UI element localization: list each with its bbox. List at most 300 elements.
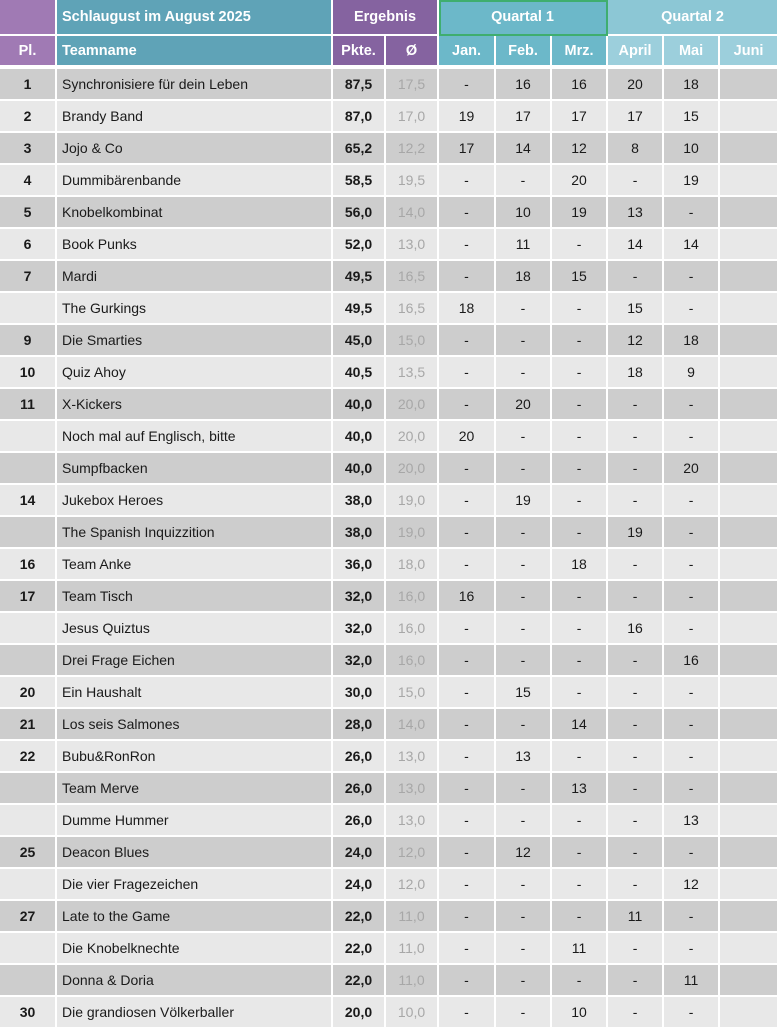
cell-rank[interactable]: 3 [0, 133, 57, 165]
cell-juni[interactable] [720, 933, 779, 965]
cell-mrz[interactable]: - [552, 645, 608, 677]
cell-feb[interactable]: - [496, 165, 552, 197]
cell-mrz[interactable]: - [552, 741, 608, 773]
cell-juni[interactable] [720, 229, 779, 261]
cell-rank[interactable] [0, 421, 57, 453]
cell-average[interactable]: 19,0 [386, 517, 439, 549]
cell-mrz[interactable]: 19 [552, 197, 608, 229]
cell-feb[interactable]: - [496, 709, 552, 741]
cell-rank[interactable]: 17 [0, 581, 57, 613]
cell-juni[interactable] [720, 69, 779, 101]
cell-jan[interactable]: - [439, 645, 496, 677]
cell-teamname[interactable]: Late to the Game [57, 901, 333, 933]
cell-rank[interactable]: 7 [0, 261, 57, 293]
cell-juni[interactable] [720, 613, 779, 645]
cell-mrz[interactable]: 15 [552, 261, 608, 293]
cell-juni[interactable] [720, 645, 779, 677]
cell-average[interactable]: 12,0 [386, 869, 439, 901]
cell-april[interactable]: 12 [608, 325, 664, 357]
cell-jan[interactable]: 17 [439, 133, 496, 165]
cell-mrz[interactable]: - [552, 677, 608, 709]
cell-jan[interactable]: - [439, 773, 496, 805]
cell-rank[interactable] [0, 293, 57, 325]
cell-mai[interactable]: 13 [664, 805, 720, 837]
cell-mai[interactable]: - [664, 901, 720, 933]
cell-feb[interactable]: 18 [496, 261, 552, 293]
cell-average[interactable]: 14,0 [386, 709, 439, 741]
cell-feb[interactable]: 10 [496, 197, 552, 229]
cell-feb[interactable]: - [496, 965, 552, 997]
cell-points[interactable]: 22,0 [333, 901, 386, 933]
cell-mrz[interactable]: - [552, 613, 608, 645]
cell-feb[interactable]: - [496, 453, 552, 485]
cell-mai[interactable]: 15 [664, 101, 720, 133]
cell-average[interactable]: 16,0 [386, 613, 439, 645]
cell-mai[interactable]: - [664, 741, 720, 773]
cell-average[interactable]: 10,0 [386, 997, 439, 1029]
cell-april[interactable]: 18 [608, 357, 664, 389]
cell-rank[interactable]: 27 [0, 901, 57, 933]
cell-points[interactable]: 26,0 [333, 805, 386, 837]
cell-teamname[interactable]: Die Smarties [57, 325, 333, 357]
cell-april[interactable]: - [608, 453, 664, 485]
cell-april[interactable]: 20 [608, 69, 664, 101]
cell-april[interactable]: 11 [608, 901, 664, 933]
cell-mai[interactable]: - [664, 197, 720, 229]
cell-juni[interactable] [720, 837, 779, 869]
cell-juni[interactable] [720, 549, 779, 581]
cell-average[interactable]: 13,0 [386, 229, 439, 261]
cell-average[interactable]: 20,0 [386, 453, 439, 485]
cell-teamname[interactable]: Ein Haushalt [57, 677, 333, 709]
cell-jan[interactable]: - [439, 485, 496, 517]
cell-teamname[interactable]: Team Merve [57, 773, 333, 805]
cell-rank[interactable] [0, 869, 57, 901]
cell-points[interactable]: 26,0 [333, 773, 386, 805]
cell-april[interactable]: - [608, 773, 664, 805]
cell-rank[interactable]: 20 [0, 677, 57, 709]
cell-rank[interactable]: 30 [0, 997, 57, 1029]
cell-feb[interactable]: - [496, 549, 552, 581]
cell-mai[interactable]: 16 [664, 645, 720, 677]
cell-teamname[interactable]: The Gurkings [57, 293, 333, 325]
col-header-avg[interactable]: Ø [386, 36, 439, 67]
cell-jan[interactable]: - [439, 837, 496, 869]
cell-jan[interactable]: - [439, 933, 496, 965]
cell-rank[interactable]: 10 [0, 357, 57, 389]
cell-mrz[interactable]: 18 [552, 549, 608, 581]
col-header-mai[interactable]: Mai [664, 36, 720, 67]
cell-mai[interactable]: - [664, 389, 720, 421]
cell-feb[interactable]: - [496, 517, 552, 549]
cell-rank[interactable]: 5 [0, 197, 57, 229]
cell-jan[interactable]: - [439, 389, 496, 421]
quartal-1-header[interactable]: Quartal 1 [439, 0, 608, 36]
cell-april[interactable]: - [608, 581, 664, 613]
cell-average[interactable]: 16,5 [386, 293, 439, 325]
cell-teamname[interactable]: Dummibärenbande [57, 165, 333, 197]
cell-feb[interactable]: 12 [496, 837, 552, 869]
cell-mrz[interactable]: - [552, 293, 608, 325]
cell-juni[interactable] [720, 805, 779, 837]
cell-mai[interactable]: - [664, 677, 720, 709]
cell-average[interactable]: 17,0 [386, 101, 439, 133]
cell-juni[interactable] [720, 197, 779, 229]
cell-april[interactable]: - [608, 709, 664, 741]
cell-jan[interactable]: - [439, 997, 496, 1029]
cell-mai[interactable]: - [664, 421, 720, 453]
cell-mai[interactable]: 20 [664, 453, 720, 485]
cell-rank[interactable] [0, 933, 57, 965]
cell-teamname[interactable]: Dumme Hummer [57, 805, 333, 837]
cell-points[interactable]: 24,0 [333, 869, 386, 901]
cell-points[interactable]: 49,5 [333, 293, 386, 325]
cell-rank[interactable] [0, 517, 57, 549]
cell-mrz[interactable]: 14 [552, 709, 608, 741]
cell-feb[interactable]: 14 [496, 133, 552, 165]
cell-april[interactable]: - [608, 165, 664, 197]
corner-cell[interactable] [0, 0, 57, 36]
cell-jan[interactable]: - [439, 613, 496, 645]
cell-april[interactable]: - [608, 741, 664, 773]
cell-mai[interactable]: - [664, 773, 720, 805]
cell-rank[interactable] [0, 453, 57, 485]
cell-teamname[interactable]: Sumpfbacken [57, 453, 333, 485]
cell-average[interactable]: 15,0 [386, 325, 439, 357]
cell-teamname[interactable]: Die vier Fragezeichen [57, 869, 333, 901]
cell-jan[interactable]: - [439, 549, 496, 581]
cell-jan[interactable]: - [439, 69, 496, 101]
col-header-feb[interactable]: Feb. [496, 36, 552, 67]
cell-rank[interactable]: 1 [0, 69, 57, 101]
cell-mrz[interactable]: - [552, 869, 608, 901]
cell-mai[interactable]: - [664, 549, 720, 581]
cell-jan[interactable]: - [439, 901, 496, 933]
cell-feb[interactable]: - [496, 581, 552, 613]
col-header-juni[interactable]: Juni [720, 36, 779, 67]
cell-points[interactable]: 40,0 [333, 421, 386, 453]
cell-juni[interactable] [720, 997, 779, 1029]
cell-jan[interactable]: - [439, 965, 496, 997]
cell-april[interactable]: - [608, 677, 664, 709]
cell-mai[interactable]: 9 [664, 357, 720, 389]
cell-average[interactable]: 16,5 [386, 261, 439, 293]
cell-average[interactable]: 11,0 [386, 965, 439, 997]
cell-april[interactable]: - [608, 421, 664, 453]
ergebnis-header[interactable]: Ergebnis [333, 0, 439, 36]
cell-jan[interactable]: - [439, 741, 496, 773]
cell-points[interactable]: 28,0 [333, 709, 386, 741]
cell-feb[interactable]: 16 [496, 69, 552, 101]
cell-rank[interactable]: 11 [0, 389, 57, 421]
cell-jan[interactable]: 20 [439, 421, 496, 453]
cell-teamname[interactable]: Quiz Ahoy [57, 357, 333, 389]
cell-jan[interactable]: - [439, 709, 496, 741]
cell-juni[interactable] [720, 677, 779, 709]
cell-points[interactable]: 87,5 [333, 69, 386, 101]
cell-average[interactable]: 20,0 [386, 421, 439, 453]
cell-juni[interactable] [720, 421, 779, 453]
cell-mai[interactable]: - [664, 261, 720, 293]
cell-average[interactable]: 11,0 [386, 901, 439, 933]
cell-feb[interactable]: 13 [496, 741, 552, 773]
cell-rank[interactable] [0, 805, 57, 837]
cell-teamname[interactable]: Jesus Quiztus [57, 613, 333, 645]
cell-mai[interactable]: - [664, 613, 720, 645]
cell-mrz[interactable]: 12 [552, 133, 608, 165]
cell-points[interactable]: 52,0 [333, 229, 386, 261]
cell-april[interactable]: 16 [608, 613, 664, 645]
cell-points[interactable]: 65,2 [333, 133, 386, 165]
cell-points[interactable]: 32,0 [333, 645, 386, 677]
cell-mrz[interactable]: - [552, 325, 608, 357]
cell-points[interactable]: 38,0 [333, 485, 386, 517]
cell-mrz[interactable]: - [552, 357, 608, 389]
cell-teamname[interactable]: Bubu&RonRon [57, 741, 333, 773]
cell-mai[interactable]: 19 [664, 165, 720, 197]
cell-teamname[interactable]: X-Kickers [57, 389, 333, 421]
cell-average[interactable]: 16,0 [386, 581, 439, 613]
cell-jan[interactable]: - [439, 869, 496, 901]
cell-feb[interactable]: - [496, 613, 552, 645]
cell-rank[interactable]: 25 [0, 837, 57, 869]
cell-mrz[interactable]: - [552, 517, 608, 549]
cell-teamname[interactable]: Synchronisiere für dein Leben [57, 69, 333, 101]
cell-feb[interactable]: 15 [496, 677, 552, 709]
cell-feb[interactable]: 11 [496, 229, 552, 261]
cell-teamname[interactable]: Team Anke [57, 549, 333, 581]
cell-average[interactable]: 14,0 [386, 197, 439, 229]
cell-feb[interactable]: - [496, 293, 552, 325]
cell-points[interactable]: 87,0 [333, 101, 386, 133]
cell-april[interactable]: - [608, 869, 664, 901]
cell-juni[interactable] [720, 517, 779, 549]
cell-mrz[interactable]: - [552, 389, 608, 421]
cell-mrz[interactable]: 17 [552, 101, 608, 133]
cell-points[interactable]: 49,5 [333, 261, 386, 293]
cell-feb[interactable]: - [496, 357, 552, 389]
cell-mai[interactable]: - [664, 837, 720, 869]
cell-average[interactable]: 18,0 [386, 549, 439, 581]
cell-points[interactable]: 40,5 [333, 357, 386, 389]
cell-teamname[interactable]: Die Knobelknechte [57, 933, 333, 965]
cell-mai[interactable]: 11 [664, 965, 720, 997]
cell-juni[interactable] [720, 261, 779, 293]
cell-feb[interactable]: - [496, 869, 552, 901]
cell-points[interactable]: 40,0 [333, 389, 386, 421]
cell-points[interactable]: 26,0 [333, 741, 386, 773]
cell-average[interactable]: 19,5 [386, 165, 439, 197]
cell-rank[interactable] [0, 613, 57, 645]
cell-mai[interactable]: - [664, 709, 720, 741]
cell-points[interactable]: 20,0 [333, 997, 386, 1029]
cell-mrz[interactable]: - [552, 421, 608, 453]
cell-feb[interactable]: - [496, 805, 552, 837]
cell-rank[interactable]: 2 [0, 101, 57, 133]
cell-jan[interactable]: - [439, 357, 496, 389]
cell-juni[interactable] [720, 773, 779, 805]
cell-juni[interactable] [720, 869, 779, 901]
cell-mai[interactable]: - [664, 293, 720, 325]
cell-feb[interactable]: - [496, 421, 552, 453]
cell-average[interactable]: 12,2 [386, 133, 439, 165]
cell-juni[interactable] [720, 453, 779, 485]
cell-points[interactable]: 56,0 [333, 197, 386, 229]
cell-april[interactable]: 14 [608, 229, 664, 261]
cell-mai[interactable]: - [664, 997, 720, 1029]
cell-points[interactable]: 22,0 [333, 965, 386, 997]
cell-rank[interactable]: 14 [0, 485, 57, 517]
cell-jan[interactable]: - [439, 677, 496, 709]
cell-juni[interactable] [720, 741, 779, 773]
cell-juni[interactable] [720, 325, 779, 357]
cell-mrz[interactable]: 10 [552, 997, 608, 1029]
cell-jan[interactable]: - [439, 165, 496, 197]
cell-points[interactable]: 36,0 [333, 549, 386, 581]
cell-jan[interactable]: - [439, 325, 496, 357]
cell-juni[interactable] [720, 165, 779, 197]
cell-mai[interactable]: - [664, 517, 720, 549]
cell-mai[interactable]: 18 [664, 69, 720, 101]
cell-teamname[interactable]: Deacon Blues [57, 837, 333, 869]
cell-teamname[interactable]: Book Punks [57, 229, 333, 261]
cell-mrz[interactable]: - [552, 901, 608, 933]
cell-feb[interactable]: 19 [496, 485, 552, 517]
cell-april[interactable]: 8 [608, 133, 664, 165]
cell-april[interactable]: 15 [608, 293, 664, 325]
cell-mrz[interactable]: - [552, 805, 608, 837]
cell-average[interactable]: 13,5 [386, 357, 439, 389]
cell-rank[interactable] [0, 645, 57, 677]
cell-feb[interactable]: 17 [496, 101, 552, 133]
cell-rank[interactable]: 21 [0, 709, 57, 741]
cell-teamname[interactable]: Jojo & Co [57, 133, 333, 165]
cell-april[interactable]: 19 [608, 517, 664, 549]
cell-april[interactable]: 17 [608, 101, 664, 133]
cell-points[interactable]: 45,0 [333, 325, 386, 357]
cell-juni[interactable] [720, 901, 779, 933]
cell-average[interactable]: 13,0 [386, 805, 439, 837]
cell-points[interactable]: 38,0 [333, 517, 386, 549]
cell-feb[interactable]: - [496, 325, 552, 357]
cell-average[interactable]: 17,5 [386, 69, 439, 101]
cell-april[interactable]: 13 [608, 197, 664, 229]
cell-jan[interactable]: - [439, 197, 496, 229]
cell-juni[interactable] [720, 581, 779, 613]
col-header-mrz[interactable]: Mrz. [552, 36, 608, 67]
cell-average[interactable]: 12,0 [386, 837, 439, 869]
cell-feb[interactable]: - [496, 901, 552, 933]
cell-mai[interactable]: 12 [664, 869, 720, 901]
cell-teamname[interactable]: Drei Frage Eichen [57, 645, 333, 677]
cell-mrz[interactable]: 20 [552, 165, 608, 197]
cell-juni[interactable] [720, 965, 779, 997]
col-header-jan[interactable]: Jan. [439, 36, 496, 67]
cell-april[interactable]: - [608, 837, 664, 869]
cell-jan[interactable]: - [439, 453, 496, 485]
cell-jan[interactable]: 18 [439, 293, 496, 325]
cell-jan[interactable]: - [439, 517, 496, 549]
cell-jan[interactable]: - [439, 229, 496, 261]
cell-mrz[interactable]: - [552, 965, 608, 997]
cell-points[interactable]: 30,0 [333, 677, 386, 709]
cell-feb[interactable]: - [496, 645, 552, 677]
cell-rank[interactable]: 4 [0, 165, 57, 197]
cell-mai[interactable]: - [664, 933, 720, 965]
cell-juni[interactable] [720, 293, 779, 325]
cell-teamname[interactable]: Noch mal auf Englisch, bitte [57, 421, 333, 453]
cell-mai[interactable]: - [664, 485, 720, 517]
cell-jan[interactable]: 19 [439, 101, 496, 133]
cell-average[interactable]: 20,0 [386, 389, 439, 421]
cell-april[interactable]: - [608, 549, 664, 581]
cell-mrz[interactable]: - [552, 837, 608, 869]
cell-april[interactable]: - [608, 261, 664, 293]
col-header-teamname[interactable]: Teamname [57, 36, 333, 67]
cell-points[interactable]: 40,0 [333, 453, 386, 485]
cell-juni[interactable] [720, 709, 779, 741]
cell-teamname[interactable]: Jukebox Heroes [57, 485, 333, 517]
cell-teamname[interactable]: The Spanish Inquizzition [57, 517, 333, 549]
cell-mrz[interactable]: 11 [552, 933, 608, 965]
cell-points[interactable]: 32,0 [333, 581, 386, 613]
cell-teamname[interactable]: Die grandiosen Völkerballer [57, 997, 333, 1029]
cell-juni[interactable] [720, 389, 779, 421]
cell-mai[interactable]: 14 [664, 229, 720, 261]
cell-rank[interactable]: 9 [0, 325, 57, 357]
cell-average[interactable]: 15,0 [386, 677, 439, 709]
cell-april[interactable]: - [608, 389, 664, 421]
cell-jan[interactable]: - [439, 805, 496, 837]
sheet-title[interactable]: Schlaugust im August 2025 [57, 0, 333, 36]
cell-rank[interactable] [0, 965, 57, 997]
cell-teamname[interactable]: Los seis Salmones [57, 709, 333, 741]
cell-april[interactable]: - [608, 645, 664, 677]
cell-mrz[interactable]: - [552, 453, 608, 485]
cell-juni[interactable] [720, 133, 779, 165]
cell-points[interactable]: 58,5 [333, 165, 386, 197]
cell-feb[interactable]: - [496, 997, 552, 1029]
quartal-2-header[interactable]: Quartal 2 [608, 0, 779, 36]
cell-april[interactable]: - [608, 965, 664, 997]
col-header-april[interactable]: April [608, 36, 664, 67]
cell-mrz[interactable]: - [552, 229, 608, 261]
cell-mai[interactable]: 18 [664, 325, 720, 357]
cell-april[interactable]: - [608, 485, 664, 517]
col-header-pl[interactable]: Pl. [0, 36, 57, 67]
cell-average[interactable]: 13,0 [386, 741, 439, 773]
cell-points[interactable]: 32,0 [333, 613, 386, 645]
cell-mrz[interactable]: - [552, 485, 608, 517]
cell-teamname[interactable]: Mardi [57, 261, 333, 293]
cell-april[interactable]: - [608, 805, 664, 837]
cell-jan[interactable]: - [439, 261, 496, 293]
cell-rank[interactable]: 6 [0, 229, 57, 261]
cell-teamname[interactable]: Donna & Doria [57, 965, 333, 997]
cell-points[interactable]: 24,0 [333, 837, 386, 869]
cell-april[interactable]: - [608, 997, 664, 1029]
cell-mrz[interactable]: - [552, 581, 608, 613]
cell-feb[interactable]: - [496, 933, 552, 965]
cell-teamname[interactable]: Knobelkombinat [57, 197, 333, 229]
cell-juni[interactable] [720, 357, 779, 389]
cell-teamname[interactable]: Team Tisch [57, 581, 333, 613]
col-header-pkte[interactable]: Pkte. [333, 36, 386, 67]
cell-average[interactable]: 16,0 [386, 645, 439, 677]
cell-mrz[interactable]: 16 [552, 69, 608, 101]
cell-jan[interactable]: 16 [439, 581, 496, 613]
cell-rank[interactable]: 22 [0, 741, 57, 773]
